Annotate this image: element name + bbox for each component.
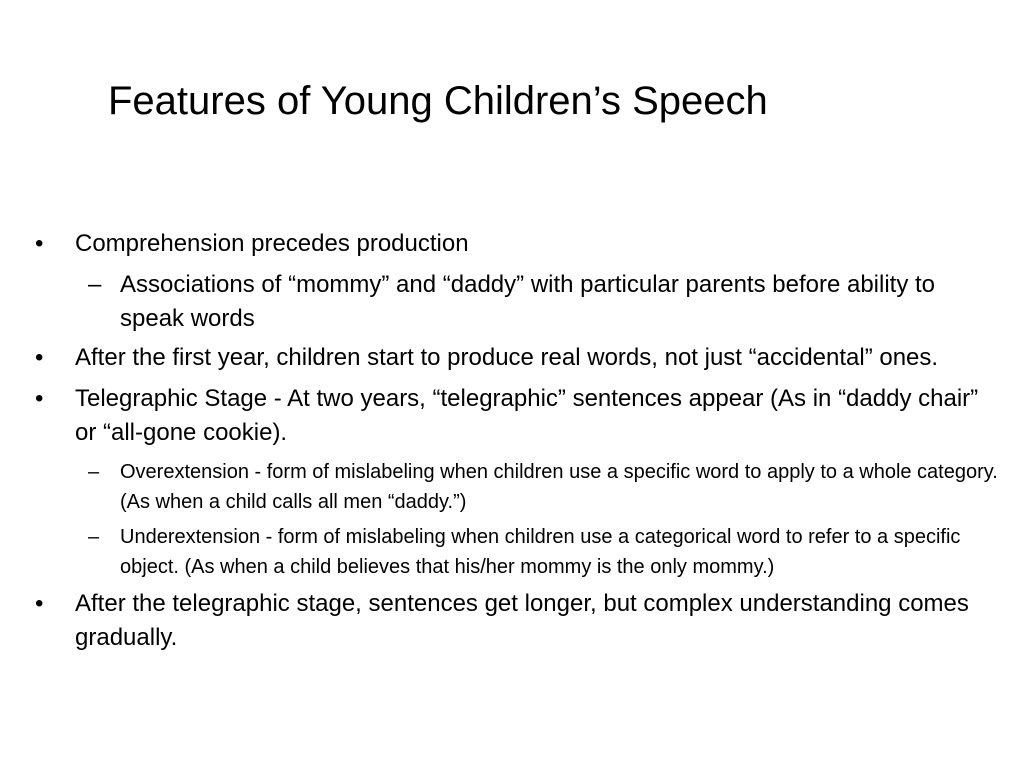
- sub-bullet-marker: –: [88, 271, 102, 298]
- bullet-marker: •: [35, 230, 44, 257]
- bullet-item: [0, 227, 1024, 261]
- bullet-text: After the telegraphic stage, sentences get longer, but complex understanding comes gradually.: [75, 590, 969, 651]
- bullet-text: After the first year, children start to produce real words, not just “accidental” ones.: [75, 344, 939, 371]
- sub-bullet-item: [0, 522, 1024, 582]
- bullet-text: Telegraphic Stage - At two years, “telegraphic” sentences appear (As in “daddy chair” or “all-gone cookie).: [75, 385, 979, 446]
- sub-bullet-text: Underextension - form of mislabeling when children use a categorical word to refer to a specific object. (As when a child believes that his/her mommy is the only mommy.): [120, 526, 961, 578]
- sub-bullet-marker: –: [88, 526, 100, 548]
- bullet-text: Comprehension precedes production: [75, 230, 469, 257]
- bullet-marker: •: [35, 344, 44, 371]
- bullet-marker: •: [35, 385, 44, 412]
- sub-bullet-item: [0, 268, 1024, 336]
- bullet-item: [0, 382, 1024, 450]
- sub-bullet-item: [0, 457, 1024, 517]
- bullet-marker: •: [35, 590, 44, 617]
- bullet-list: [0, 227, 1024, 662]
- bullet-item: [0, 587, 1024, 655]
- slide-title: Features of Young Children’s Speech: [108, 79, 768, 123]
- sub-bullet-text: Overextension - form of mislabeling when children use a specific word to apply to a whole category. (As when a child calls all men “daddy.”): [120, 461, 998, 513]
- sub-bullet-marker: –: [88, 461, 100, 483]
- bullet-item: [0, 341, 1024, 375]
- sub-bullet-text: Associations of “mommy” and “daddy” with particular parents before ability to speak words: [120, 271, 936, 332]
